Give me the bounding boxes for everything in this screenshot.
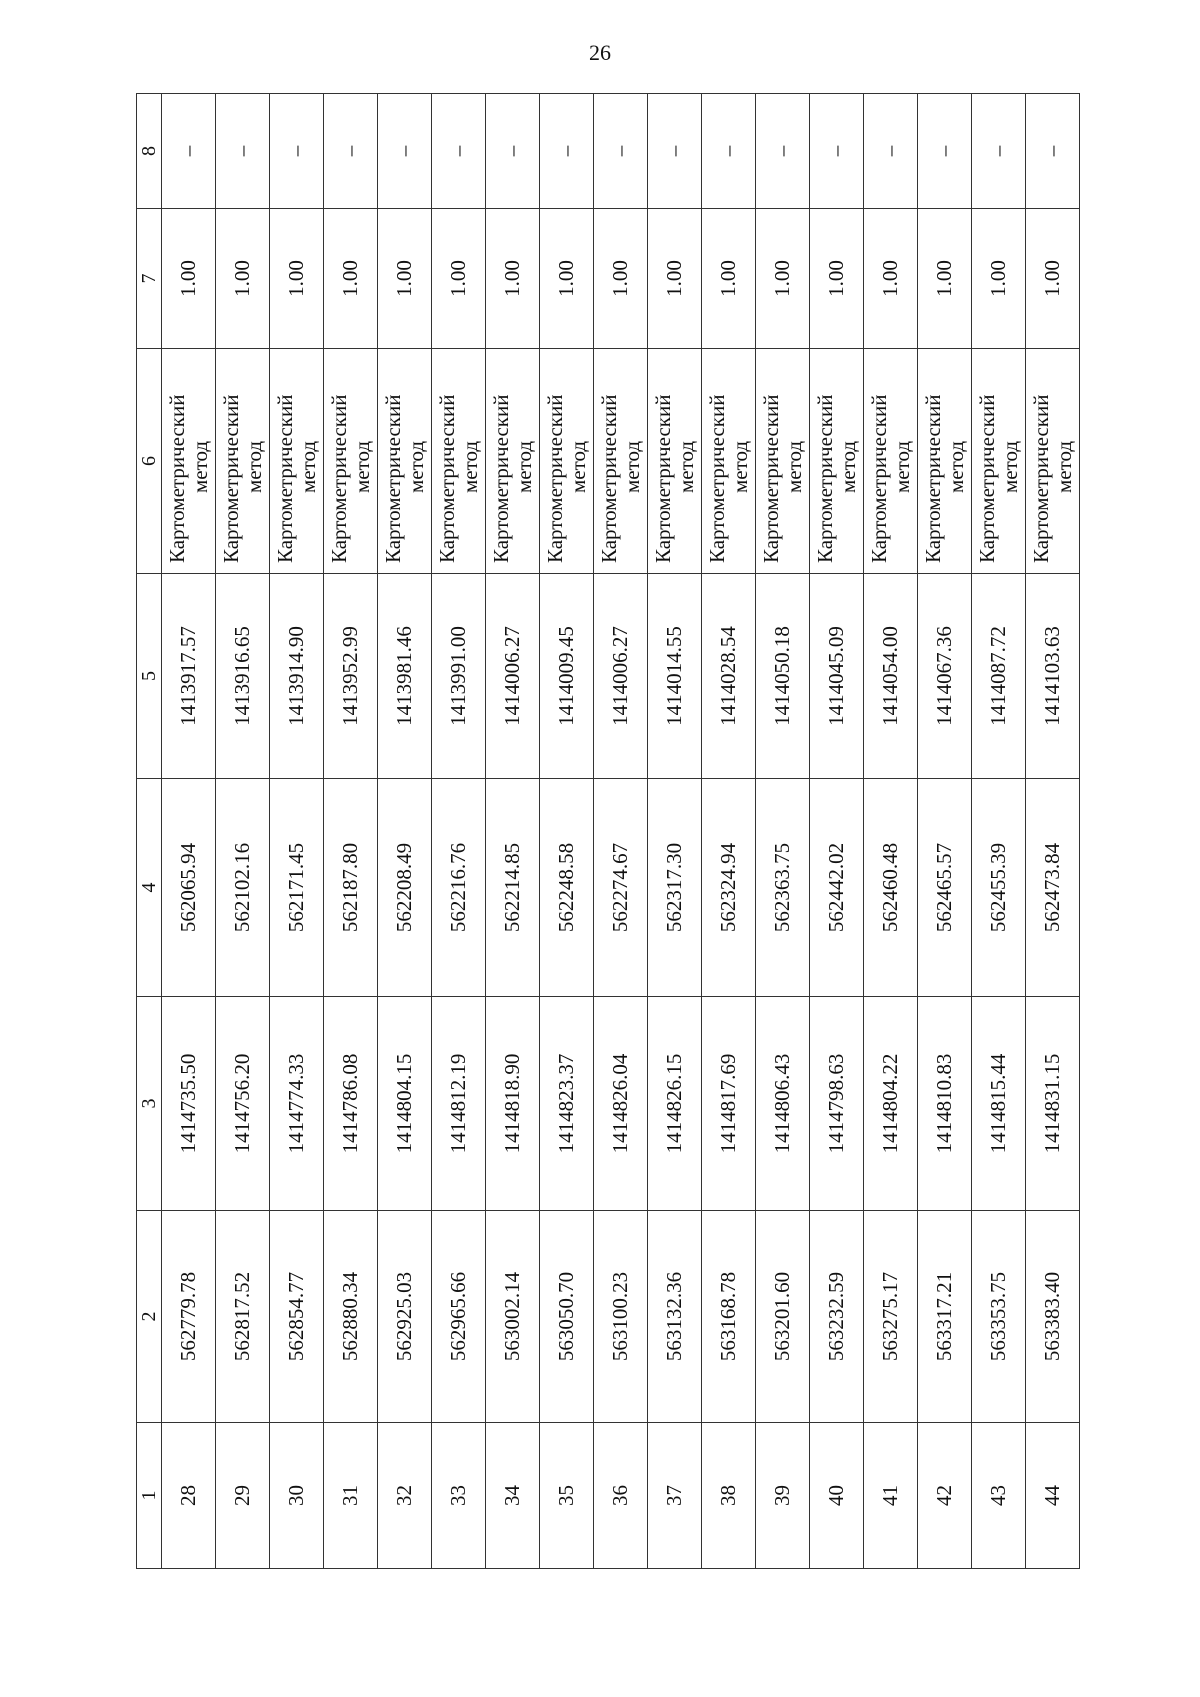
table-cell: 35 bbox=[540, 1423, 594, 1569]
table-cell: 1.00 bbox=[756, 209, 810, 349]
table-cell: – bbox=[432, 94, 486, 209]
table-cell: 41 bbox=[864, 1423, 918, 1569]
table-cell-method: Картометрический метод bbox=[378, 349, 432, 574]
table-cell-method: Картометрический метод bbox=[216, 349, 270, 574]
table-cell: 563002.14 bbox=[486, 1211, 540, 1423]
table-cell-method: Картометрический метод bbox=[1026, 349, 1080, 574]
table-cell: 563383.40 bbox=[1026, 1211, 1080, 1423]
table-cell: – bbox=[756, 94, 810, 209]
table-cell: 1.00 bbox=[810, 209, 864, 349]
table-cell: 1414810.83 bbox=[918, 997, 972, 1211]
table-cell: 31 bbox=[324, 1423, 378, 1569]
table-cell: 1.00 bbox=[162, 209, 216, 349]
table-cell: – bbox=[918, 94, 972, 209]
table-row bbox=[810, 94, 864, 1569]
table-cell: 563201.60 bbox=[756, 1211, 810, 1423]
table-row bbox=[1026, 94, 1080, 1569]
table-cell: 1414014.55 bbox=[648, 574, 702, 779]
table-header-row bbox=[137, 94, 162, 1569]
table-cell: – bbox=[378, 94, 432, 209]
table-row bbox=[702, 94, 756, 1569]
table-cell: 563353.75 bbox=[972, 1211, 1026, 1423]
column-header-7: 7 bbox=[137, 209, 162, 349]
table-cell: 36 bbox=[594, 1423, 648, 1569]
table-cell: – bbox=[324, 94, 378, 209]
table-row bbox=[918, 94, 972, 1569]
table-cell: 1.00 bbox=[594, 209, 648, 349]
table-cell: 1.00 bbox=[486, 209, 540, 349]
table-cell: 562216.76 bbox=[432, 779, 486, 997]
table-cell: 32 bbox=[378, 1423, 432, 1569]
table-cell: 42 bbox=[918, 1423, 972, 1569]
table-cell: 1414798.63 bbox=[810, 997, 864, 1211]
table-row bbox=[972, 94, 1026, 1569]
table-cell: 1414045.09 bbox=[810, 574, 864, 779]
table-cell: 563050.70 bbox=[540, 1211, 594, 1423]
table-cell: – bbox=[1026, 94, 1080, 209]
table-cell: 562455.39 bbox=[972, 779, 1026, 997]
table-row bbox=[756, 94, 810, 1569]
table-cell: 1414806.43 bbox=[756, 997, 810, 1211]
table-cell: 30 bbox=[270, 1423, 324, 1569]
table-cell: 1414006.27 bbox=[594, 574, 648, 779]
table-cell: 1414028.54 bbox=[702, 574, 756, 779]
table-cell-method: Картометрический метод bbox=[432, 349, 486, 574]
table-row bbox=[270, 94, 324, 1569]
table-cell: 1414812.19 bbox=[432, 997, 486, 1211]
table-cell: 562171.45 bbox=[270, 779, 324, 997]
table-cell: 563232.59 bbox=[810, 1211, 864, 1423]
table-cell: 39 bbox=[756, 1423, 810, 1569]
table-cell-method: Картометрический метод bbox=[810, 349, 864, 574]
table-cell: 1.00 bbox=[378, 209, 432, 349]
table-row bbox=[216, 94, 270, 1569]
table-cell: 1.00 bbox=[324, 209, 378, 349]
column-header-3: 3 bbox=[137, 997, 162, 1211]
table-cell: 562854.77 bbox=[270, 1211, 324, 1423]
table-row bbox=[540, 94, 594, 1569]
table-cell: 1414067.36 bbox=[918, 574, 972, 779]
table-cell: 1414831.15 bbox=[1026, 997, 1080, 1211]
table-cell: – bbox=[162, 94, 216, 209]
table-row bbox=[432, 94, 486, 1569]
table-cell: 1414009.45 bbox=[540, 574, 594, 779]
table-cell: 562965.66 bbox=[432, 1211, 486, 1423]
table-cell: 562460.48 bbox=[864, 779, 918, 997]
table-cell: 33 bbox=[432, 1423, 486, 1569]
table-cell: 562473.84 bbox=[1026, 779, 1080, 997]
table-cell: 1414050.18 bbox=[756, 574, 810, 779]
table-cell: 562274.67 bbox=[594, 779, 648, 997]
table-cell: 1413991.00 bbox=[432, 574, 486, 779]
column-header-6: 6 bbox=[137, 349, 162, 574]
column-header-2: 2 bbox=[137, 1211, 162, 1423]
table-cell-method: Картометрический метод bbox=[162, 349, 216, 574]
table-cell: 40 bbox=[810, 1423, 864, 1569]
table-cell: – bbox=[540, 94, 594, 209]
table-cell-method: Картометрический метод bbox=[864, 349, 918, 574]
table-cell: 562817.52 bbox=[216, 1211, 270, 1423]
table-cell: 34 bbox=[486, 1423, 540, 1569]
table-cell: 1414087.72 bbox=[972, 574, 1026, 779]
table-cell: 1414006.27 bbox=[486, 574, 540, 779]
table-cell: 562248.58 bbox=[540, 779, 594, 997]
table-cell-method: Картометрический метод bbox=[270, 349, 324, 574]
table-cell: 563100.23 bbox=[594, 1211, 648, 1423]
table-cell: 562465.57 bbox=[918, 779, 972, 997]
table-cell: 1414815.44 bbox=[972, 997, 1026, 1211]
table-cell: 1413952.99 bbox=[324, 574, 378, 779]
table-cell-method: Картометрический метод bbox=[324, 349, 378, 574]
table-cell: 562880.34 bbox=[324, 1211, 378, 1423]
table-cell: 1.00 bbox=[270, 209, 324, 349]
table-row bbox=[486, 94, 540, 1569]
table-cell-method: Картометрический метод bbox=[918, 349, 972, 574]
table-cell: 562925.03 bbox=[378, 1211, 432, 1423]
table-cell: 1413916.65 bbox=[216, 574, 270, 779]
column-header-5: 5 bbox=[137, 574, 162, 779]
table-cell: 1414735.50 bbox=[162, 997, 216, 1211]
table-cell: 44 bbox=[1026, 1423, 1080, 1569]
table-cell: 1414774.33 bbox=[270, 997, 324, 1211]
table-cell: 1.00 bbox=[432, 209, 486, 349]
column-header-8: 8 bbox=[137, 94, 162, 209]
table-cell: 1.00 bbox=[216, 209, 270, 349]
table-cell: 1.00 bbox=[864, 209, 918, 349]
column-header-1: 1 bbox=[137, 1423, 162, 1569]
table-cell: – bbox=[486, 94, 540, 209]
table-cell: 1414756.20 bbox=[216, 997, 270, 1211]
table-cell: 562317.30 bbox=[648, 779, 702, 997]
table-cell: 1.00 bbox=[1026, 209, 1080, 349]
table-cell: 1.00 bbox=[918, 209, 972, 349]
table-cell: 1414826.15 bbox=[648, 997, 702, 1211]
table-cell: 562102.16 bbox=[216, 779, 270, 997]
table-cell: 562324.94 bbox=[702, 779, 756, 997]
table-cell-method: Картометрический метод bbox=[702, 349, 756, 574]
table-cell: 563275.17 bbox=[864, 1211, 918, 1423]
table-cell: 1413917.57 bbox=[162, 574, 216, 779]
page-number: 26 bbox=[589, 40, 611, 65]
table-cell: – bbox=[702, 94, 756, 209]
table-cell: 1413914.90 bbox=[270, 574, 324, 779]
table-cell: 38 bbox=[702, 1423, 756, 1569]
table-cell: 562363.75 bbox=[756, 779, 810, 997]
table-cell: 1414817.69 bbox=[702, 997, 756, 1211]
table-cell: – bbox=[594, 94, 648, 209]
table-row bbox=[378, 94, 432, 1569]
table-cell: 1414804.22 bbox=[864, 997, 918, 1211]
table-cell-method: Картометрический метод bbox=[486, 349, 540, 574]
table-cell: – bbox=[648, 94, 702, 209]
table-cell: – bbox=[810, 94, 864, 209]
table-row bbox=[864, 94, 918, 1569]
table-cell: 1414823.37 bbox=[540, 997, 594, 1211]
table-cell: 563132.36 bbox=[648, 1211, 702, 1423]
table-cell: 1413981.46 bbox=[378, 574, 432, 779]
table-cell: 562208.49 bbox=[378, 779, 432, 997]
table-cell-method: Картометрический метод bbox=[648, 349, 702, 574]
table-cell: 1414103.63 bbox=[1026, 574, 1080, 779]
table-cell-method: Картометрический метод bbox=[594, 349, 648, 574]
table-body bbox=[162, 94, 1080, 1569]
table-cell: 29 bbox=[216, 1423, 270, 1569]
table-cell: 1414054.00 bbox=[864, 574, 918, 779]
table-row bbox=[162, 94, 216, 1569]
table-cell: 1.00 bbox=[702, 209, 756, 349]
table-cell: 28 bbox=[162, 1423, 216, 1569]
table-cell: – bbox=[864, 94, 918, 209]
table-cell: 562214.85 bbox=[486, 779, 540, 997]
table-cell: 562065.94 bbox=[162, 779, 216, 997]
table-cell: 563317.21 bbox=[918, 1211, 972, 1423]
table-cell: – bbox=[216, 94, 270, 209]
table-cell: 562442.02 bbox=[810, 779, 864, 997]
table-row bbox=[324, 94, 378, 1569]
table-cell: 1414786.08 bbox=[324, 997, 378, 1211]
table-cell: 1.00 bbox=[972, 209, 1026, 349]
table-cell: 1.00 bbox=[540, 209, 594, 349]
table-cell: – bbox=[972, 94, 1026, 209]
table-cell: 37 bbox=[648, 1423, 702, 1569]
table-cell: 1414826.04 bbox=[594, 997, 648, 1211]
table-cell-method: Картометрический метод bbox=[756, 349, 810, 574]
table-cell: 563168.78 bbox=[702, 1211, 756, 1423]
table-cell-method: Картометрический метод bbox=[540, 349, 594, 574]
table-cell: 562187.80 bbox=[324, 779, 378, 997]
table-cell: 1414818.90 bbox=[486, 997, 540, 1211]
table-cell-method: Картометрический метод bbox=[972, 349, 1026, 574]
table-cell: 43 bbox=[972, 1423, 1026, 1569]
table-row bbox=[648, 94, 702, 1569]
table-cell: – bbox=[270, 94, 324, 209]
coordinates-table bbox=[136, 93, 1080, 1569]
table-cell: 1.00 bbox=[648, 209, 702, 349]
table-cell: 1414804.15 bbox=[378, 997, 432, 1211]
table-row bbox=[594, 94, 648, 1569]
coordinates-table-rotated bbox=[136, 94, 1076, 1569]
column-header-4: 4 bbox=[137, 779, 162, 997]
table-cell: 562779.78 bbox=[162, 1211, 216, 1423]
